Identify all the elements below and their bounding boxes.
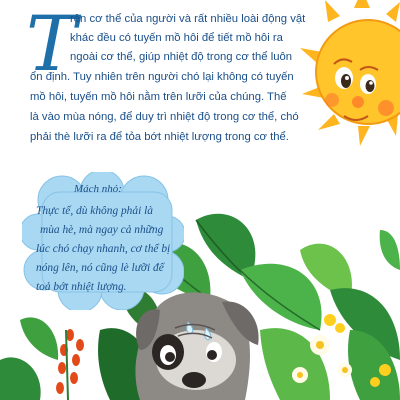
tip-line: nóng lên, nó cũng lè lưỡi để bbox=[36, 262, 164, 274]
sun-nose bbox=[352, 96, 364, 108]
drop-cap: T bbox=[26, 0, 77, 88]
article-line: phải thè lưỡi ra để tỏa bớt nhiệt lượng trong cơ thể. bbox=[30, 131, 289, 143]
article-line: là vào mùa nóng, để duy trì nhiệt độ trong cơ thể, chó bbox=[30, 111, 299, 123]
sun-cheek bbox=[378, 100, 394, 116]
tip-title: Mách nhỏ: bbox=[74, 183, 122, 195]
tip-line: mùa hè, mà ngay cả những bbox=[40, 224, 164, 236]
tip-line: toả bớt nhiệt lượng. bbox=[36, 281, 127, 293]
article-line: rên cơ thể của người và rất nhiều loài động vật bbox=[70, 13, 306, 25]
tip-line: Thực tế, dù không phải là bbox=[36, 205, 153, 217]
article-line: ổn định. Tuy nhiên trên người chó lại không có tuyến bbox=[30, 71, 294, 83]
article-line: mồ hôi, tuyến mồ hôi nằm trên lưỡi của chúng. Thế bbox=[30, 91, 287, 103]
sun-illustration bbox=[300, 0, 400, 150]
tip-line: lúc chó chạy nhanh, cơ thể bị bbox=[36, 243, 171, 255]
article-line: ngoài cơ thể, giúp nhiệt độ trong cơ thể luôn bbox=[70, 51, 293, 63]
article-line: khác đều có tuyến mồ hôi để tiết mồ hôi ra bbox=[70, 32, 283, 44]
